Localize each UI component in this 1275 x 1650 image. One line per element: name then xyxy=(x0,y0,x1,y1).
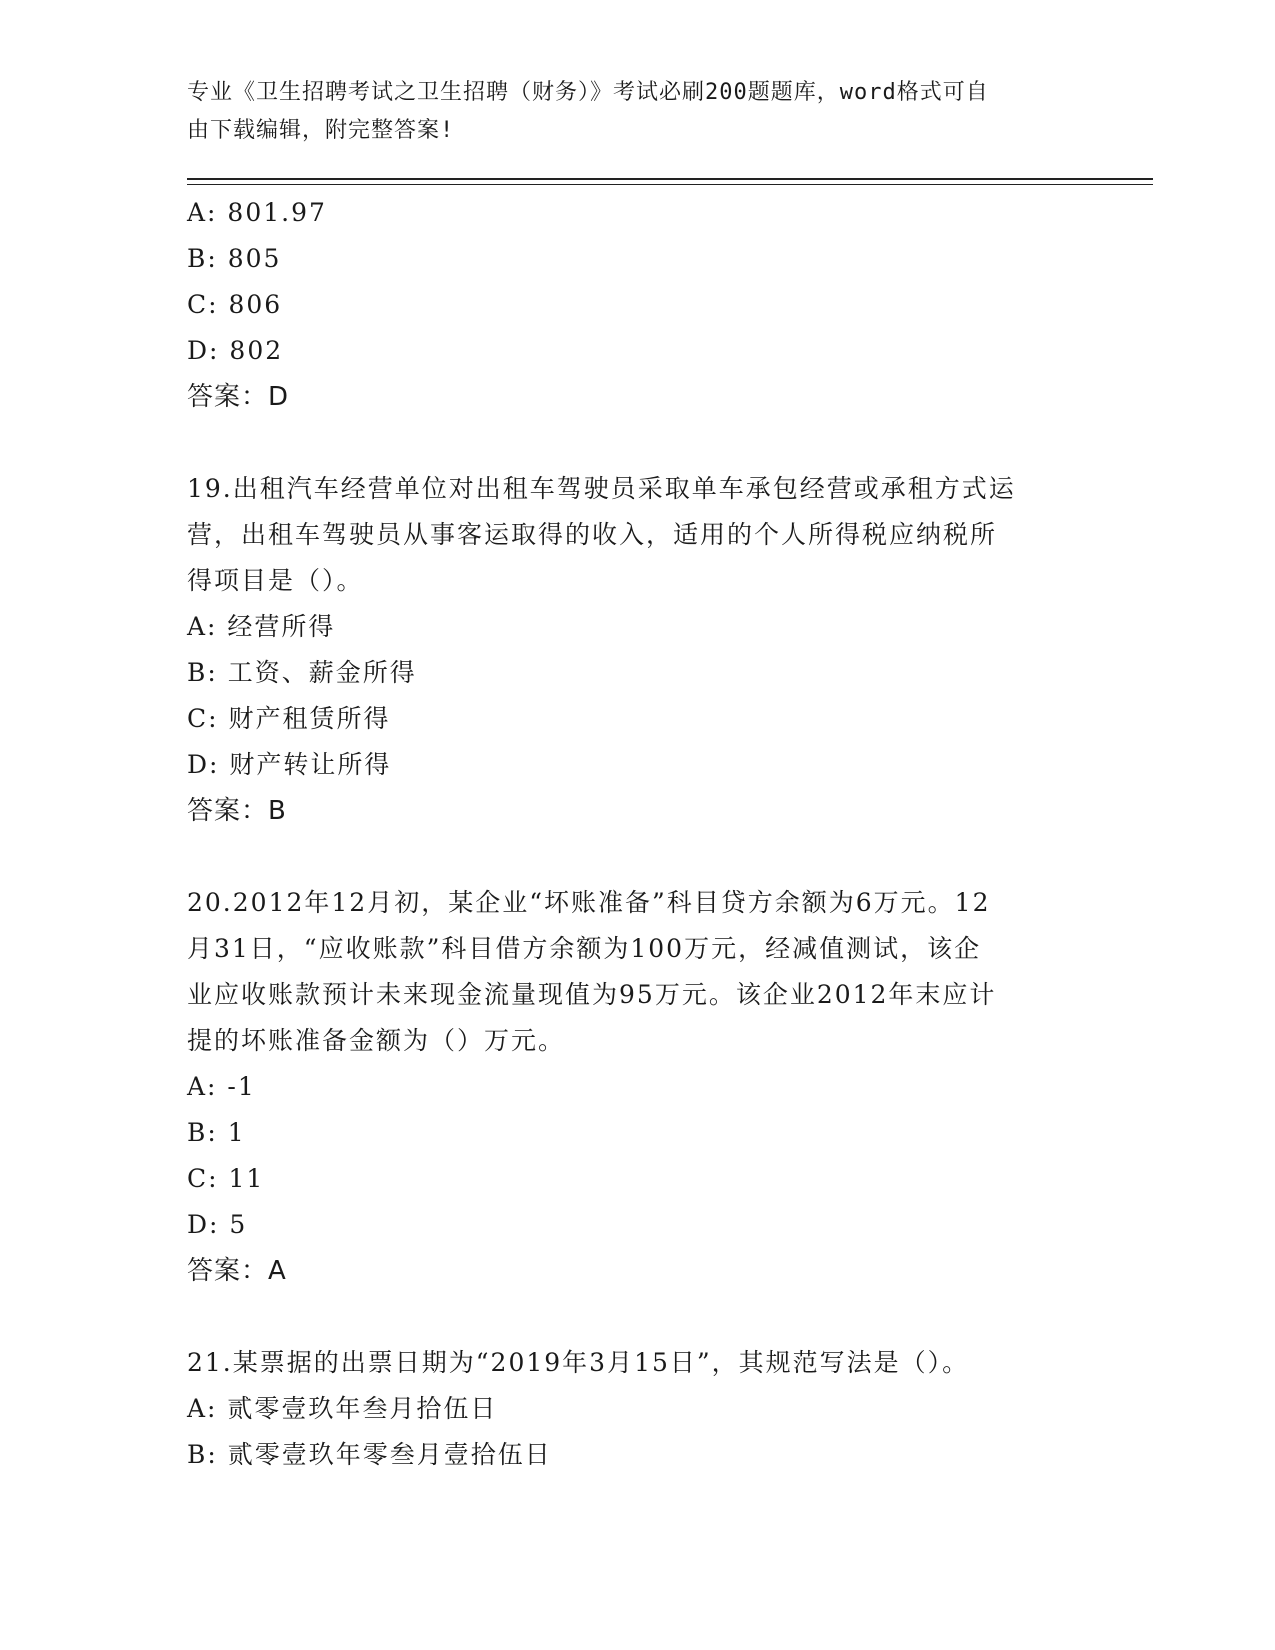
question-stem-line: 营，出租车驾驶员从事客运取得的收入，适用的个人所得税应纳税所 xyxy=(187,520,998,549)
question-21 xyxy=(187,1340,1087,1478)
option-a: A: 贰零壹玖年叁月拾伍日 xyxy=(187,1394,498,1423)
header-divider-bottom xyxy=(187,184,1153,185)
question-stem-line: 20.2012年12月初，某企业“坏账准备”科目贷方余额为6万元。12 xyxy=(187,888,991,917)
answer: 答案：D xyxy=(187,382,290,412)
question-20 xyxy=(187,880,1087,1294)
option-c: C: 财产租赁所得 xyxy=(187,704,391,733)
question-stem-line: 19.出租汽车经营单位对出租车驾驶员采取单车承包经营或承租方式运 xyxy=(187,474,1016,503)
option-a: A: -1 xyxy=(187,1072,256,1101)
option-d: D: 802 xyxy=(187,336,284,365)
question-list xyxy=(187,190,1087,1478)
question-18 xyxy=(187,190,1087,420)
option-d: D: 财产转让所得 xyxy=(187,750,392,779)
option-b: B: 贰零壹玖年零叁月壹拾伍日 xyxy=(187,1440,552,1469)
question-stem-line: 月31日，“应收账款”科目借方余额为100万元，经减值测试，该企 xyxy=(187,934,982,963)
option-c: C: 806 xyxy=(187,290,283,319)
option-a: A: 经营所得 xyxy=(187,612,336,641)
question-stem-line: 得项目是（）。 xyxy=(187,566,364,595)
answer: 答案：A xyxy=(187,1256,287,1286)
question-stem-line: 业应收账款预计未来现金流量现值为95万元。该企业2012年末应计 xyxy=(187,980,997,1009)
option-b: B: 805 xyxy=(187,244,282,273)
spacer xyxy=(187,834,1087,880)
spacer xyxy=(187,420,1087,466)
header-line-1: 专业《卫生招聘考试之卫生招聘（财务）》考试必刷200题题库，word格式可自 xyxy=(187,80,989,105)
question-19 xyxy=(187,466,1087,834)
option-b: B: 工资、薪金所得 xyxy=(187,658,417,687)
header-divider-top xyxy=(187,178,1153,180)
answer: 答案：B xyxy=(187,796,287,826)
question-stem-line: 提的坏账准备金额为（）万元。 xyxy=(187,1026,566,1055)
document-header xyxy=(187,74,1067,150)
header-line-2: 由下载编辑，附完整答案! xyxy=(187,118,455,143)
spacer xyxy=(187,1294,1087,1340)
option-b: B: 1 xyxy=(187,1118,246,1147)
question-stem-line: 21.某票据的出票日期为“2019年3月15日”，其规范写法是（）。 xyxy=(187,1348,970,1377)
option-a: A: 801.97 xyxy=(187,198,327,227)
option-c: C: 11 xyxy=(187,1164,265,1193)
option-d: D: 5 xyxy=(187,1210,248,1239)
